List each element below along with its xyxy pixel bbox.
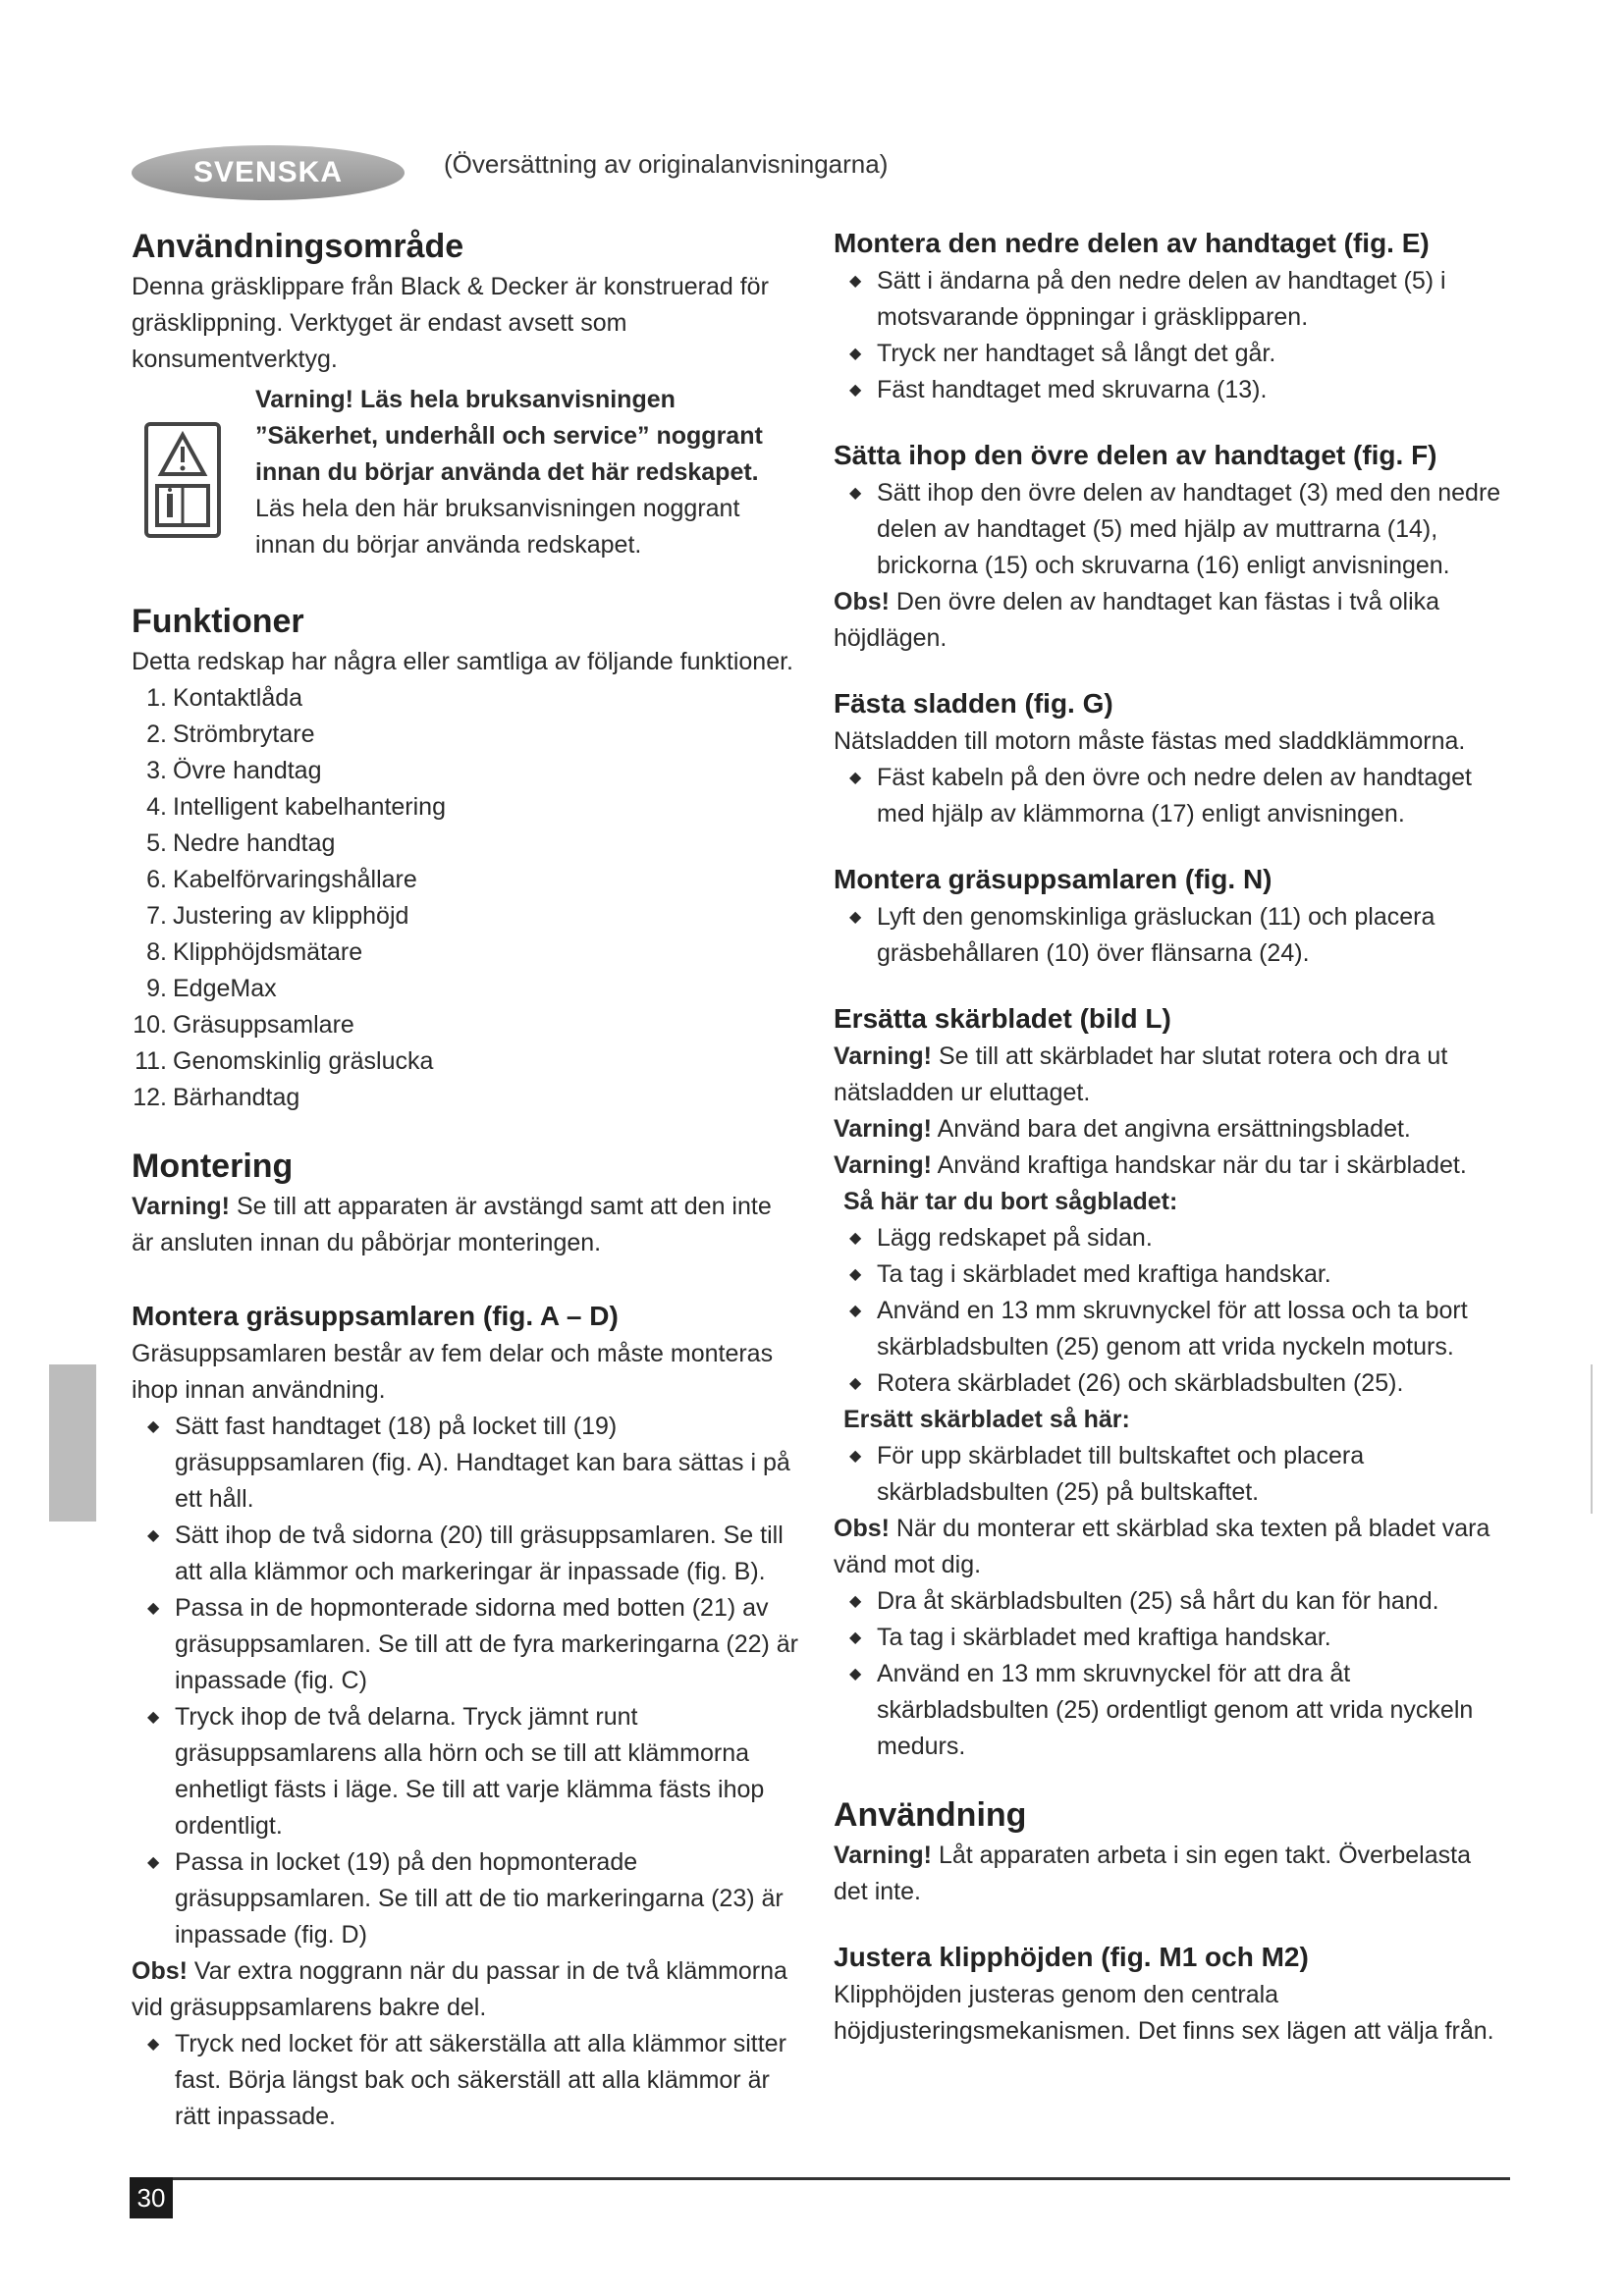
blade-heading: Ersätta skärbladet (bild L)	[834, 1003, 1171, 1034]
blade-warning: Varning! Se till att skärbladet har slutat rotera och dra ut nätsladden ur eluttaget.	[834, 1042, 1448, 1106]
use-warning: Varning! Låt apparaten arbeta i sin egen takt. Överbelasta det inte.	[834, 1842, 1471, 1905]
list-item: ◆ Tryck ihop de två delarna. Tryck jämnt runt gräsuppsamlarens alla hörn och se till att klämmorna enhetligt fästs i läge. Se till att varje klämma fästs ihop ordentligt.	[132, 1699, 799, 1844]
blade-note: Obs! När du monterar ett skärblad ska texten på bladet vara vänd mot dig.	[834, 1515, 1490, 1578]
list-item: ◆ Sätt fast handtaget (18) på locket till (19) gräsuppsamlaren (fig. A). Handtaget kan bara sättas i på ett håll.	[132, 1409, 799, 1518]
list-item: 8. Klipphöjdsmätare	[146, 938, 363, 966]
cord-steps	[834, 760, 1511, 832]
list-item: 5. Nedre handtag	[146, 829, 336, 857]
list-item: 6. Kabelförvaringshållare	[146, 866, 417, 893]
collector-heading: Montera gräsuppsamlaren (fig. A – D)	[132, 1301, 619, 1331]
list-item: 4. Intelligent kabelhantering	[146, 793, 446, 821]
list-item: ◆ Sätt i ändarna på den nedre delen av handtaget (5) i motsvarande öppningar i gräsklipparen.	[834, 263, 1511, 336]
right-column	[834, 224, 1511, 2050]
features-intro: Detta redskap har några eller samtliga av följande funktioner.	[132, 648, 793, 675]
cord-heading: Fästa sladden (fig. G)	[834, 688, 1113, 719]
collector-intro: Gräsuppsamlaren består av fem delar och måste monteras ihop innan användning.	[132, 1340, 774, 1404]
warning-block	[132, 382, 799, 563]
features-heading: Funktioner	[132, 603, 304, 640]
remove-blade-steps	[834, 1220, 1511, 1402]
list-item: ◆ Rotera skärbladet (26) och skärbladsbulten (25).	[834, 1365, 1511, 1402]
height-heading: Justera klipphöjden (fig. M1 och M2)	[834, 1942, 1309, 1972]
blade-warning: Varning! Använd kraftiga handskar när du tar i skärbladet.	[834, 1151, 1467, 1179]
lower-handle-steps	[834, 263, 1511, 408]
list-item: 1. Kontaktlåda	[146, 684, 303, 712]
assembly-warning: Varning! Se till att apparaten är avstängd samt att den inte är ansluten innan du påbörjar monteringen.	[132, 1193, 772, 1256]
usage-text: Denna gräsklippare från Black & Decker är konstruerad för gräsklippning. Verktyget är endast avsett som konsumentverktyg.	[132, 273, 769, 373]
tighten-blade-steps	[834, 1583, 1511, 1765]
left-column	[132, 224, 799, 2135]
list-item: 12. Bärhandtag	[133, 1084, 300, 1111]
section-tab-marker	[49, 1364, 96, 1522]
language-badge: SVENSKA	[132, 145, 405, 200]
translation-note: (Översättning av originalanvisningarna)	[444, 149, 889, 179]
remove-blade-subheading: Så här tar du bort sågbladet:	[843, 1188, 1178, 1215]
list-item: ◆ Sätt ihop de två sidorna (20) till gräsuppsamlaren. Se till att alla klämmor och markeringar är inpassade (fig. B).	[132, 1518, 799, 1590]
list-item: ◆ Fäst handtaget med skruvarna (13).	[834, 372, 1511, 408]
list-item: ◆ Använd en 13 mm skruvnyckel för att dra åt skärbladsbulten (25) ordentligt genom att vrida nyckeln medurs.	[834, 1656, 1511, 1765]
list-item: ◆ Ta tag i skärbladet med kraftiga handskar.	[834, 1620, 1511, 1656]
list-item: 3. Övre handtag	[146, 757, 322, 784]
upper-handle-note: Obs! Den övre delen av handtaget kan fästas i två olika höjdlägen.	[834, 588, 1440, 652]
list-item: 10. Gräsuppsamlare	[133, 1011, 354, 1039]
list-item: ◆ Tryck ner handtaget så långt det går.	[834, 336, 1511, 372]
collector-steps-2	[132, 2026, 799, 2135]
replace-blade-subheading: Ersätt skärbladet så här:	[843, 1406, 1130, 1433]
height-text: Klipphöjden justeras genom den centrala höjdjusteringsmekanismen. Det finns sex lägen att välja från.	[834, 1981, 1494, 2045]
list-item: 11. Genomskinlig gräslucka	[135, 1047, 434, 1075]
list-item: ◆ Sätt ihop den övre delen av handtaget (3) med den nedre delen av handtaget (5) med hjälp av muttrarna (14), brickorna (15) och skruvarna (16) enligt anvisningen.	[834, 475, 1511, 584]
collector-steps	[132, 1409, 799, 1953]
list-item: 9. EdgeMax	[146, 975, 277, 1002]
cord-intro: Nätsladden till motorn måste fästas med sladdklämmorna.	[834, 727, 1466, 755]
edge-marker	[1591, 1364, 1593, 1514]
collector-note: Obs! Var extra noggrann när du passar in de två klämmorna vid gräsuppsamlarens bakre del.	[132, 1957, 787, 2021]
warning-manual-icon	[143, 421, 222, 539]
list-item: ◆ Dra åt skärbladsbulten (25) så hårt du kan för hand.	[834, 1583, 1511, 1620]
warning-text: Läs hela den här bruksanvisningen noggrant innan du börjar använda redskapet.	[255, 495, 740, 559]
replace-blade-steps	[834, 1438, 1511, 1511]
list-item: ◆ Ta tag i skärbladet med kraftiga handskar.	[834, 1256, 1511, 1293]
assembly-heading: Montering	[132, 1148, 294, 1185]
upper-handle-steps	[834, 475, 1511, 584]
footer-rule	[130, 2177, 1510, 2180]
list-item: ◆ Passa in de hopmonterade sidorna med botten (21) av gräsuppsamlaren. Se till att de fyra markeringarna (22) är inpassade (fig. C)	[132, 1590, 799, 1699]
lower-handle-heading: Montera den nedre delen av handtaget (fig. E)	[834, 228, 1430, 258]
list-item: ◆ Lägg redskapet på sidan.	[834, 1220, 1511, 1256]
list-item: ◆ Tryck ned locket för att säkerställa att alla klämmor sitter fast. Börja längst bak och säkerställ att alla klämmor är rätt inpassade.	[132, 2026, 799, 2135]
features-list	[132, 680, 799, 1116]
collector-n-heading: Montera gräsuppsamlaren (fig. N)	[834, 864, 1272, 894]
list-item: 7. Justering av klipphöjd	[146, 902, 409, 930]
collector-n-steps	[834, 899, 1511, 972]
usage-heading: Användningsområde	[132, 228, 464, 265]
blade-warning: Varning! Använd bara det angivna ersättningsbladet.	[834, 1115, 1411, 1143]
list-item: ◆ Passa in locket (19) på den hopmonterade gräsuppsamlaren. Se till att de tio markeringarna (23) är inpassade (fig. D)	[132, 1844, 799, 1953]
list-item: 2. Strömbrytare	[146, 721, 315, 748]
list-item: ◆ Använd en 13 mm skruvnyckel för att lossa och ta bort skärbladsbulten (25) genom att vrida nyckeln moturs.	[834, 1293, 1511, 1365]
use-heading: Användning	[834, 1796, 1027, 1834]
warning-bold: Varning! Läs hela bruksanvisningen ”Säkerhet, underhåll och service” noggrant innan du börjar använda det här redskapet.	[255, 386, 763, 486]
list-item: ◆ Lyft den genomskinliga gräsluckan (11) och placera gräsbehållaren (10) över flänsarna (24).	[834, 899, 1511, 972]
list-item: ◆ För upp skärbladet till bultskaftet och placera skärbladsbulten (25) på bultskaftet.	[834, 1438, 1511, 1511]
upper-handle-heading: Sätta ihop den övre delen av handtaget (fig. F)	[834, 440, 1437, 470]
page-number: 30	[130, 2177, 173, 2218]
list-item: ◆ Fäst kabeln på den övre och nedre delen av handtaget med hjälp av klämmorna (17) enligt anvisningen.	[834, 760, 1511, 832]
